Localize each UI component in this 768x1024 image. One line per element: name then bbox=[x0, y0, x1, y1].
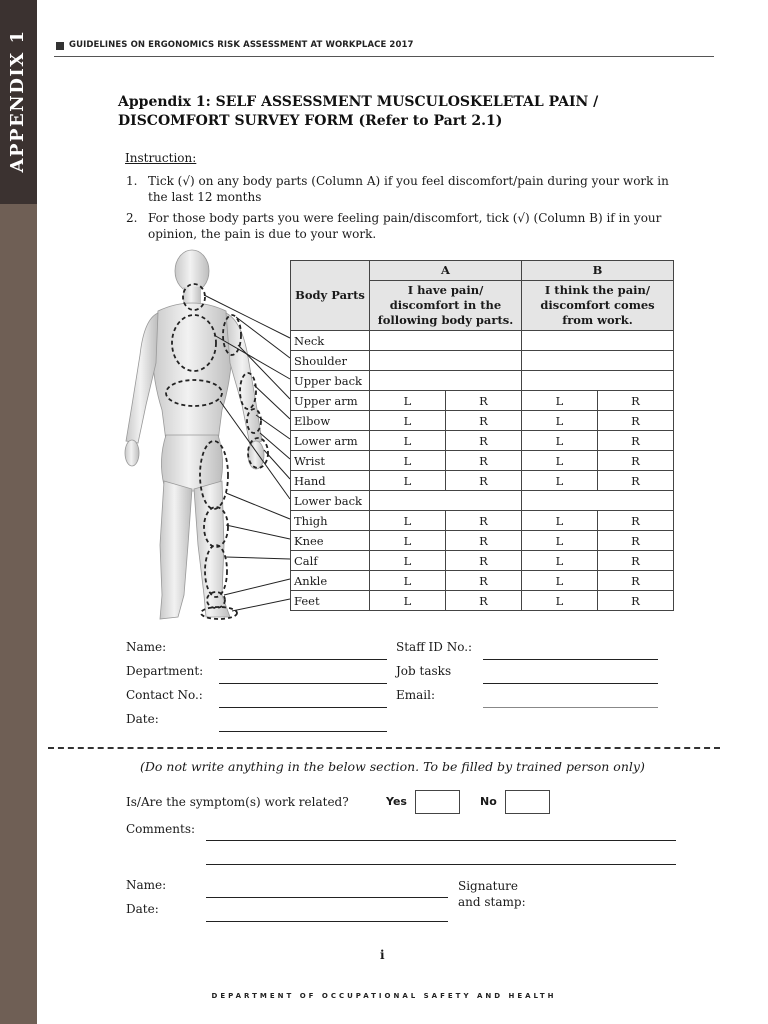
email-field[interactable] bbox=[483, 707, 658, 708]
col-b-left-cell[interactable]: L bbox=[522, 471, 598, 491]
name-field[interactable] bbox=[219, 659, 387, 660]
table-row bbox=[291, 391, 674, 411]
col-a-right-cell[interactable]: R bbox=[446, 511, 522, 531]
body-part-label: Calf bbox=[291, 551, 370, 571]
col-b-left-cell[interactable]: L bbox=[522, 551, 598, 571]
header-bullet-icon bbox=[56, 42, 64, 50]
body-part-label: Lower back bbox=[291, 491, 370, 511]
footer-department: DEPARTMENT OF OCCUPATIONAL SAFETY AND HEALTH bbox=[211, 992, 557, 1000]
instruction-item-1 bbox=[126, 173, 678, 205]
col-a-right-cell[interactable]: R bbox=[446, 571, 522, 591]
col-a-left-cell[interactable]: L bbox=[370, 531, 446, 551]
header-rule bbox=[54, 56, 714, 57]
col-b-right-cell[interactable]: R bbox=[598, 431, 674, 451]
col-b-left-cell[interactable]: L bbox=[522, 571, 598, 591]
date-field[interactable] bbox=[219, 731, 387, 732]
col-a-right-cell[interactable]: R bbox=[446, 451, 522, 471]
table-row bbox=[291, 591, 674, 611]
col-b-cell[interactable] bbox=[522, 351, 674, 371]
table-row bbox=[291, 471, 674, 491]
body-part-label: Upper arm bbox=[291, 391, 370, 411]
signature-label-line-2: and stamp: bbox=[458, 895, 526, 909]
contact-label: Contact No.: bbox=[126, 688, 203, 702]
col-a-left-cell[interactable]: L bbox=[370, 411, 446, 431]
column-a-description: I have pain/ discomfort in the following body parts. bbox=[370, 281, 522, 331]
assessor-name-label: Name: bbox=[126, 878, 167, 892]
col-b-left-cell[interactable]: L bbox=[522, 411, 598, 431]
body-part-label: Upper back bbox=[291, 371, 370, 391]
col-b-cell[interactable] bbox=[522, 371, 674, 391]
survey-table bbox=[290, 260, 674, 611]
body-part-label: Elbow bbox=[291, 411, 370, 431]
signature-label-line-1: Signature bbox=[458, 879, 519, 893]
col-a-cell[interactable] bbox=[370, 331, 522, 351]
col-a-left-cell[interactable]: L bbox=[370, 571, 446, 591]
contact-field[interactable] bbox=[219, 707, 387, 708]
instruction-number: 2. bbox=[126, 211, 138, 225]
table-row bbox=[291, 511, 674, 531]
col-a-cell[interactable] bbox=[370, 351, 522, 371]
running-header: GUIDELINES ON ERGONOMICS RISK ASSESSMENT AT WORKPLACE 2017 bbox=[69, 40, 414, 50]
no-checkbox[interactable] bbox=[505, 790, 550, 814]
job-tasks-label: Job tasks bbox=[396, 664, 452, 678]
staff-id-label: Staff ID No.: bbox=[396, 640, 473, 654]
column-b-description: I think the pain/ discomfort comes from work. bbox=[522, 281, 674, 331]
body-part-label: Neck bbox=[291, 331, 370, 351]
col-b-right-cell[interactable]: R bbox=[598, 391, 674, 411]
body-parts-header: Body Parts bbox=[291, 261, 370, 331]
table-row bbox=[291, 351, 674, 371]
instruction-heading: Instruction: bbox=[125, 151, 197, 165]
department-label: Department: bbox=[126, 664, 204, 678]
col-b-left-cell[interactable]: L bbox=[522, 431, 598, 451]
col-b-left-cell[interactable]: L bbox=[522, 511, 598, 531]
no-label: No bbox=[480, 795, 497, 808]
name-label: Name: bbox=[126, 640, 167, 654]
col-b-right-cell[interactable]: R bbox=[598, 591, 674, 611]
body-part-label: Lower arm bbox=[291, 431, 370, 451]
yes-label: Yes bbox=[386, 795, 407, 808]
email-label: Email: bbox=[396, 688, 436, 702]
col-a-right-cell[interactable]: R bbox=[446, 471, 522, 491]
appendix-label: APPENDIX 1 bbox=[7, 29, 28, 173]
table-row bbox=[291, 451, 674, 471]
comments-field-line-2[interactable] bbox=[206, 864, 676, 865]
col-a-right-cell[interactable]: R bbox=[446, 411, 522, 431]
col-a-right-cell[interactable]: R bbox=[446, 591, 522, 611]
col-b-right-cell[interactable]: R bbox=[598, 511, 674, 531]
section-divider bbox=[48, 747, 720, 749]
body-part-label: Hand bbox=[291, 471, 370, 491]
page-number: i bbox=[380, 948, 385, 962]
col-b-right-cell[interactable]: R bbox=[598, 551, 674, 571]
col-b-cell[interactable] bbox=[522, 331, 674, 351]
col-a-left-cell[interactable]: L bbox=[370, 391, 446, 411]
job-tasks-field[interactable] bbox=[483, 683, 658, 684]
assessor-date-label: Date: bbox=[126, 902, 159, 916]
instruction-text: For those body parts you were feeling pain/discomfort, tick (√) (Column B) if in your opinion, the pain is due to your work. bbox=[148, 211, 662, 241]
col-a-right-cell[interactable]: R bbox=[446, 551, 522, 571]
col-a-left-cell[interactable]: L bbox=[370, 431, 446, 451]
body-part-label: Thigh bbox=[291, 511, 370, 531]
col-a-left-cell[interactable]: L bbox=[370, 551, 446, 571]
assessor-name-field[interactable] bbox=[206, 897, 448, 898]
col-b-left-cell[interactable]: L bbox=[522, 531, 598, 551]
comments-label: Comments: bbox=[126, 822, 196, 836]
page-title bbox=[118, 93, 638, 131]
signature-label bbox=[458, 878, 526, 910]
col-a-left-cell[interactable]: L bbox=[370, 591, 446, 611]
instruction-number: 1. bbox=[126, 174, 138, 188]
col-b-right-cell[interactable]: R bbox=[598, 571, 674, 591]
col-a-cell[interactable] bbox=[370, 491, 522, 511]
body-part-label: Knee bbox=[291, 531, 370, 551]
column-b-header: B bbox=[522, 261, 674, 281]
assessor-date-field[interactable] bbox=[206, 921, 448, 922]
date-label: Date: bbox=[126, 712, 159, 726]
col-a-left-cell[interactable]: L bbox=[370, 471, 446, 491]
col-a-cell[interactable] bbox=[370, 371, 522, 391]
work-related-question: Is/Are the symptom(s) work related? bbox=[126, 795, 349, 809]
sidebar-bottom-band bbox=[0, 204, 37, 1024]
col-a-right-cell[interactable]: R bbox=[446, 531, 522, 551]
col-a-right-cell[interactable]: R bbox=[446, 431, 522, 451]
col-a-right-cell[interactable]: R bbox=[446, 391, 522, 411]
table-row bbox=[291, 571, 674, 591]
col-b-right-cell[interactable]: R bbox=[598, 471, 674, 491]
table-row bbox=[291, 491, 674, 511]
table-row bbox=[291, 431, 674, 451]
col-b-left-cell[interactable]: L bbox=[522, 591, 598, 611]
col-a-left-cell[interactable]: L bbox=[370, 451, 446, 471]
title-line-1: Appendix 1: SELF ASSESSMENT MUSCULOSKELETAL PAIN / bbox=[118, 94, 599, 110]
body-part-label: Feet bbox=[291, 591, 370, 611]
body-part-label: Shoulder bbox=[291, 351, 370, 371]
body-figure-illustration bbox=[118, 245, 294, 625]
col-b-cell[interactable] bbox=[522, 491, 674, 511]
body-part-label: Wrist bbox=[291, 451, 370, 471]
instruction-item-2 bbox=[126, 210, 678, 242]
restricted-section-notice: (Do not write anything in the below section. To be filled by trained person only) bbox=[140, 759, 645, 774]
table-row bbox=[291, 531, 674, 551]
col-b-right-cell[interactable]: R bbox=[598, 451, 674, 471]
table-row bbox=[291, 331, 674, 351]
staff-id-field[interactable] bbox=[483, 659, 658, 660]
body-part-label: Ankle bbox=[291, 571, 370, 591]
yes-checkbox[interactable] bbox=[415, 790, 460, 814]
instruction-text: Tick (√) on any body parts (Column A) if you feel discomfort/pain during your work in the last 12 months bbox=[148, 174, 669, 204]
column-a-header: A bbox=[370, 261, 522, 281]
table-row bbox=[291, 411, 674, 431]
department-field[interactable] bbox=[219, 683, 387, 684]
table-row bbox=[291, 551, 674, 571]
col-b-left-cell[interactable]: L bbox=[522, 391, 598, 411]
col-a-left-cell[interactable]: L bbox=[370, 511, 446, 531]
col-b-right-cell[interactable]: R bbox=[598, 531, 674, 551]
title-line-2: DISCOMFORT SURVEY FORM (Refer to Part 2.1) bbox=[118, 113, 503, 129]
col-b-left-cell[interactable]: L bbox=[522, 451, 598, 471]
col-b-right-cell[interactable]: R bbox=[598, 411, 674, 431]
comments-field-line-1[interactable] bbox=[206, 840, 676, 841]
table-row bbox=[291, 371, 674, 391]
